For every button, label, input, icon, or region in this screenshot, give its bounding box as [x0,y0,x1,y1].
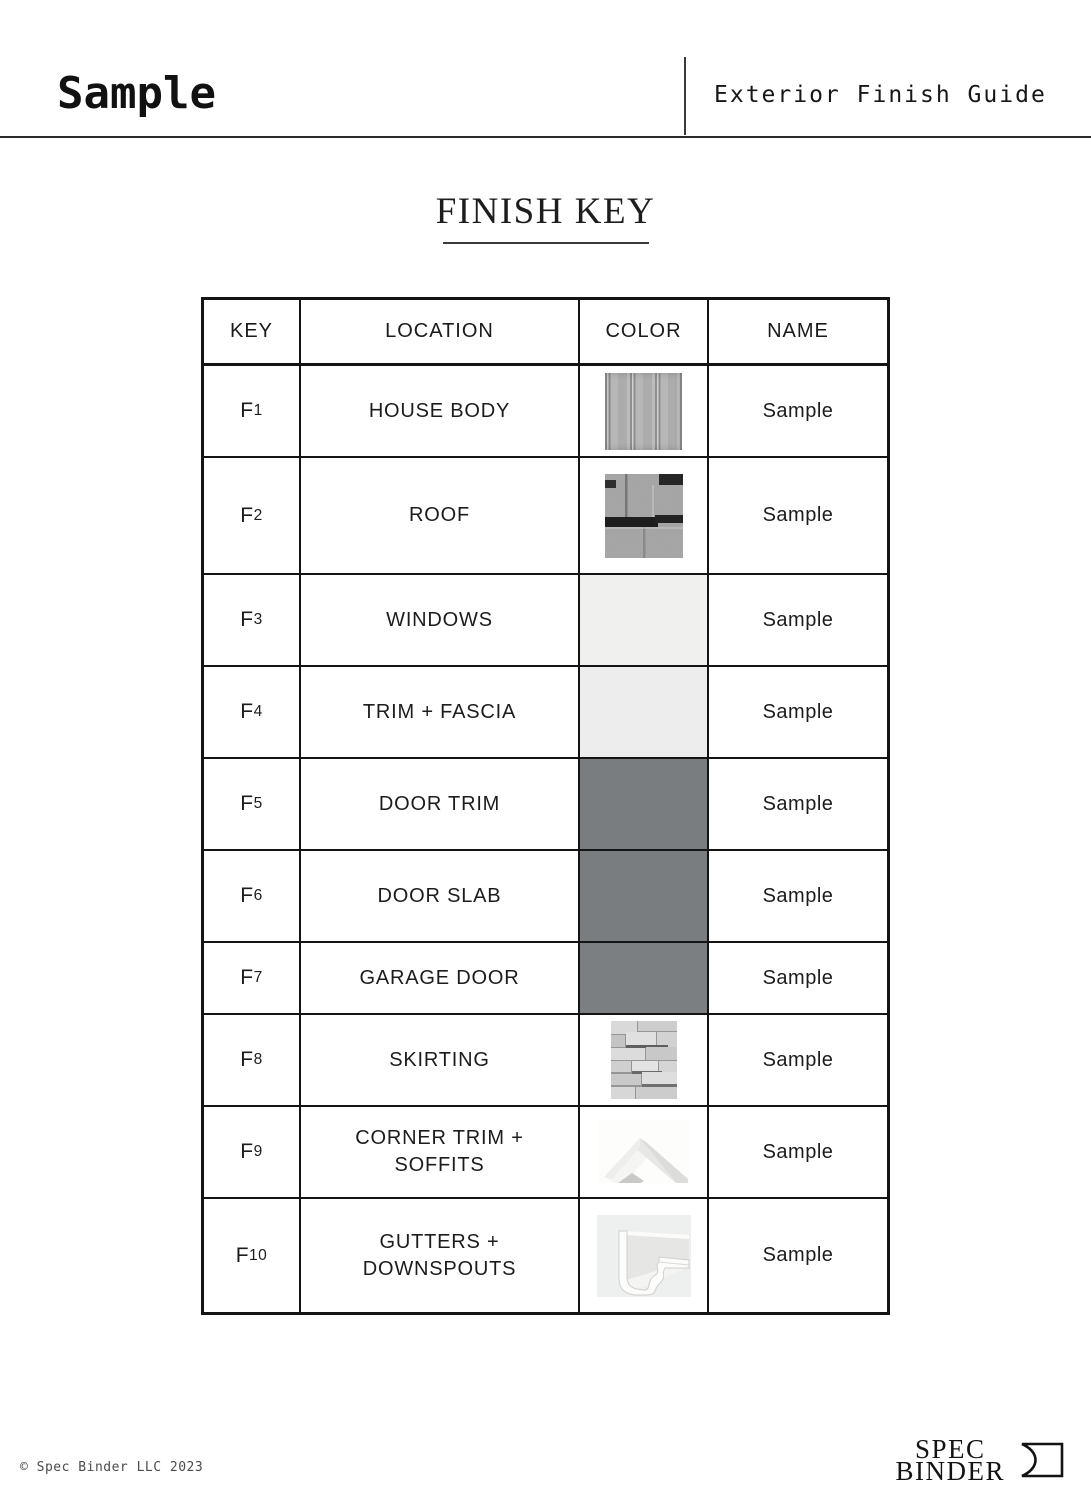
key-cell: F 9 [204,1107,301,1199]
location-cell: ROOF [301,458,580,575]
table-row [204,943,887,1015]
table-row [204,759,887,851]
color-cell [580,458,709,575]
color-cell [580,1107,709,1199]
column-header-color: COLOR [580,300,709,366]
copyright-text: © Spec Binder LLC 2023 [20,1460,204,1475]
brand-title: Sample [57,68,216,119]
table-row [204,458,887,575]
header-rule [0,136,1091,138]
siding-swatch [605,373,682,450]
color-image-swatch [605,373,682,450]
finish-key-table [201,297,890,1315]
color-image-swatch [611,1021,677,1099]
location-cell: CORNER TRIM + SOFFITS [301,1107,580,1199]
color-cell [580,1015,709,1107]
corner-trim-swatch [598,1121,690,1183]
key-cell: F 1 [204,366,301,458]
stone-swatch [611,1021,677,1099]
color-image-swatch [597,1215,691,1297]
name-cell: Sample [709,759,887,851]
color-fill-swatch [580,943,707,1013]
logo-line2: BINDER [895,1456,1005,1487]
table-row [204,366,887,458]
column-header-name: NAME [709,300,887,366]
location-cell: HOUSE BODY [301,366,580,458]
key-cell: F 3 [204,575,301,667]
table-header-row [204,300,887,366]
page-title-underline [443,242,649,244]
color-cell [580,943,709,1015]
name-cell: Sample [709,667,887,759]
color-image-swatch [598,1121,690,1183]
document-title: Exterior Finish Guide [714,82,1047,108]
key-cell: F 4 [204,667,301,759]
location-cell: DOOR TRIM [301,759,580,851]
page-title: FINISH KEY [435,191,656,232]
key-cell: F 6 [204,851,301,943]
key-cell: F 7 [204,943,301,1015]
name-cell: Sample [709,366,887,458]
binder-icon [1010,1441,1065,1479]
column-header-key: KEY [204,300,301,366]
key-cell: F 5 [204,759,301,851]
key-cell: F 10 [204,1199,301,1312]
color-fill-swatch [580,667,707,757]
table-row [204,1107,887,1199]
gutter-swatch [597,1215,691,1297]
color-cell [580,1199,709,1312]
logo-line1: SPEC [914,1434,986,1464]
shingle-swatch [605,474,683,558]
color-image-swatch [605,474,683,558]
spec-binder-logo [895,1434,1066,1487]
key-cell: F 2 [204,458,301,575]
table-row [204,1199,887,1312]
name-cell: Sample [709,1107,887,1199]
location-cell: GUTTERS + DOWNSPOUTS [301,1199,580,1312]
column-header-location: LOCATION [301,300,580,366]
color-fill-swatch [580,575,707,665]
logo-text [895,1434,1006,1487]
color-fill-swatch [580,759,707,849]
location-cell: SKIRTING [301,1015,580,1107]
color-cell [580,667,709,759]
color-cell [580,575,709,667]
name-cell: Sample [709,851,887,943]
header-divider [684,57,686,135]
table-row [204,1015,887,1107]
color-cell [580,366,709,458]
location-cell: TRIM + FASCIA [301,667,580,759]
table-row [204,575,887,667]
name-cell: Sample [709,575,887,667]
color-fill-swatch [580,851,707,941]
key-cell: F 8 [204,1015,301,1107]
name-cell: Sample [709,1199,887,1312]
table-row [204,667,887,759]
name-cell: Sample [709,458,887,575]
color-cell [580,851,709,943]
location-cell: WINDOWS [301,575,580,667]
location-cell: GARAGE DOOR [301,943,580,1015]
table-row [204,851,887,943]
location-cell: DOOR SLAB [301,851,580,943]
name-cell: Sample [709,943,887,1015]
name-cell: Sample [709,1015,887,1107]
color-cell [580,759,709,851]
